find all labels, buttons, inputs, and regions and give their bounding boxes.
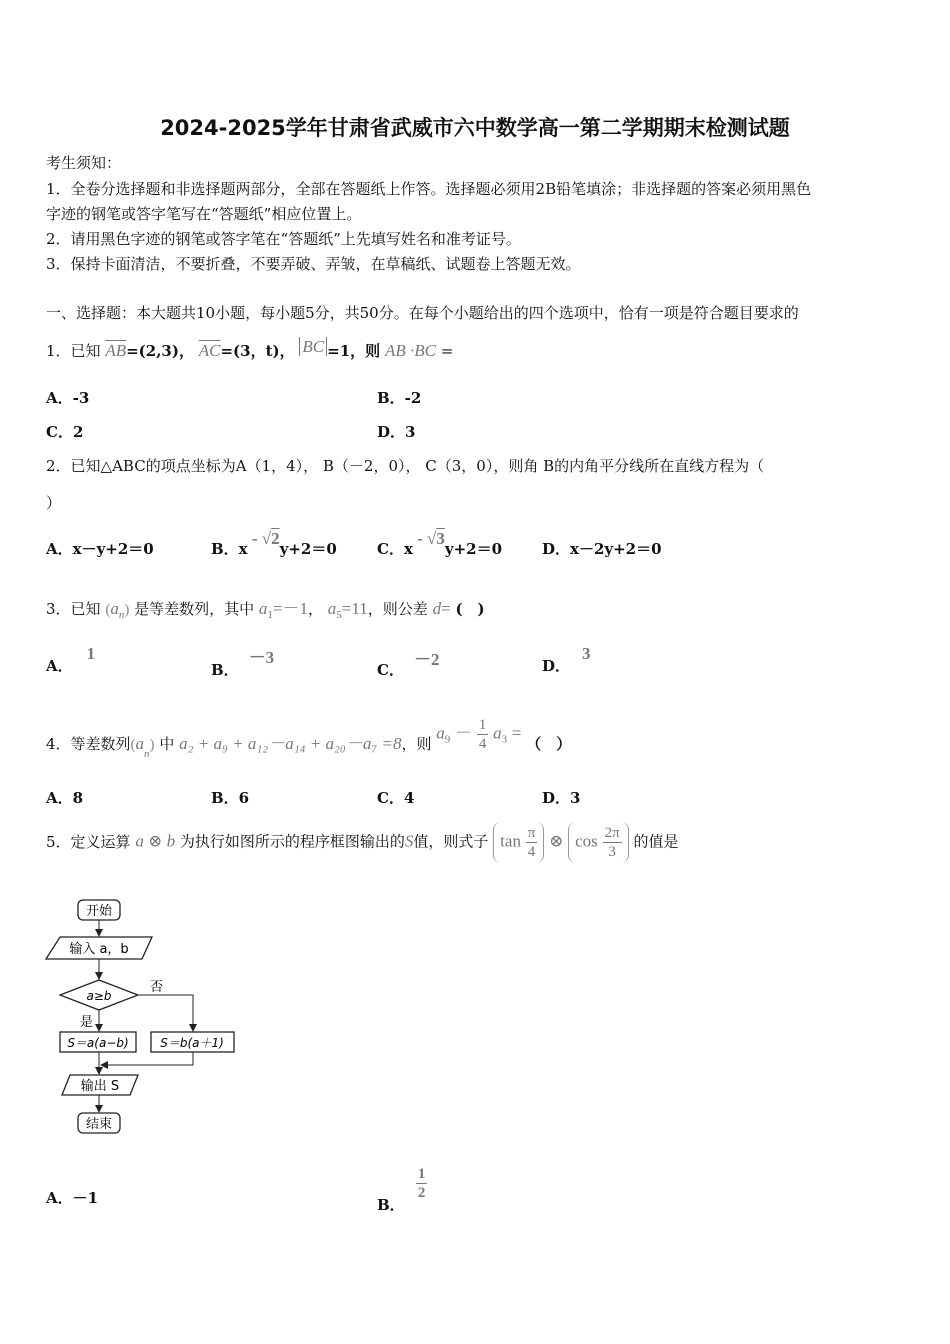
section-heading: 一、选择题：本大题共10小题，每小题5分，共50分。在每个小题给出的四个选项中，恰有一项是符合题目要求的: [46, 304, 799, 322]
q1-option-d[interactable]: D．3: [377, 423, 416, 441]
notice-line-1a: 1．全卷分选择题和非选择题两部分，全部在答题纸上作答。选择题必须用2B铅笔填涂；非选择题的答案必须用黑色: [46, 180, 812, 198]
notice-heading: 考生须知：: [46, 154, 122, 172]
q3-a5-sub: 5: [336, 609, 342, 621]
flowchart: [40, 895, 250, 1140]
q3-a5: a: [327, 599, 337, 618]
q3-a1-sub: 1: [267, 609, 273, 621]
vector-bc-norm: BC: [299, 337, 327, 356]
flow-decision-label: a≥b: [86, 989, 112, 1003]
q5-three: 3: [608, 844, 616, 860]
q1-ac-value: =(3，t)，: [220, 342, 295, 360]
notice-line-1b: 字迹的钢笔或答字笔写在“答题纸”相应位置上。: [46, 205, 362, 223]
q5-cos: cos: [575, 831, 598, 851]
q5-number: 5．定义运算: [46, 832, 131, 851]
q4-an-sub: n: [144, 747, 150, 760]
q2-c-radicand: 3: [436, 529, 445, 548]
q4-ze: ，则: [401, 734, 432, 753]
q5-tail2: 的值是: [633, 832, 679, 851]
q2-b-suffix: y+2＝0: [279, 540, 337, 558]
q3-a5-value: =11: [341, 599, 368, 618]
q5-option-a[interactable]: A．－1: [46, 1189, 99, 1207]
q4-zhong: 中: [159, 734, 175, 753]
q5-tan: tan: [500, 831, 521, 851]
q4-a9-sub: 9: [444, 733, 451, 746]
q3-d-value: 3: [582, 644, 591, 663]
q2-option-c[interactable]: C．x - √3y+2＝0: [377, 529, 503, 558]
q5-option-b[interactable]: [377, 1165, 427, 1214]
q4-number: 4．等差数列: [46, 734, 131, 753]
question-4: 4．等差数列$(a_n)$ 中 a₂ + a₉ + a₁₂－a₁₄ + a₂₀－a₇ =8，则 $a_9$ － $\frac{1}{4}$ $a_3$ = （ ）: [46, 717, 572, 760]
q3-number: 3．已知: [46, 600, 101, 618]
q4-a3: a: [493, 723, 502, 743]
q5-b-den: 2: [417, 1185, 426, 1201]
q1-number: 1．已知: [46, 342, 101, 360]
q4-paren: （ ）: [526, 734, 572, 753]
flow-end-label: 结束: [85, 1117, 113, 1132]
q4-option-b[interactable]: B．6: [211, 789, 250, 807]
q3-a1: a: [258, 599, 268, 618]
page-title: 2024-2025学年甘肃省武威市六中数学高一第二学期期末检测试题: [160, 116, 790, 140]
q5-b-label: B．: [377, 1195, 405, 1214]
q3-option-b[interactable]: [211, 648, 275, 680]
q3-option-d[interactable]: [542, 644, 591, 676]
q3-option-c[interactable]: [377, 650, 440, 680]
question-2: 2．已知△ABC的项点坐标为A（1，4）， B（－2，0）， C（3，0），则角 B的内角平分线所在直线方程为（: [46, 457, 765, 475]
q3-tail: ，则公差: [367, 600, 428, 618]
q4-a9: a: [436, 723, 445, 743]
q5-otimes: ⊗: [549, 831, 564, 851]
notice-line-3: 3．保持卡面清洁，不要折叠，不要弄破、弄皱，在草稿纸、试题卷上答题无效。: [46, 255, 581, 273]
vector-ac: $\overline{AC}$: [198, 341, 221, 360]
q2-option-b[interactable]: B．x - √2y+2＝0: [211, 529, 337, 558]
q2-option-a[interactable]: A．x－y+2＝0: [46, 540, 154, 558]
q2-option-d[interactable]: D．x－2y+2＝0: [542, 540, 662, 558]
question-3: 3．已知 $(a_n)$ 是等差数列，其中 $a_1=-1$， $a_5=11$，则公差 d= ( ): [46, 599, 485, 621]
q2-close-paren: ）: [46, 494, 62, 512]
q3-an: a: [110, 599, 119, 618]
q4-frac-num: 1: [478, 717, 487, 733]
q1-ab-value: =(2,3)，: [126, 342, 194, 360]
q5-twopi: 2π: [604, 825, 620, 841]
flow-yes-label: 是: [80, 1015, 94, 1030]
q1-option-c[interactable]: C．2: [46, 423, 84, 441]
q1-option-b[interactable]: B．-2: [377, 389, 422, 407]
q3-d-eq: =: [441, 599, 451, 618]
q4-option-c[interactable]: C．4: [377, 789, 415, 807]
q3-an-sub: n: [118, 609, 125, 621]
q1-bc-value: =1，则: [327, 342, 381, 360]
q3-option-a[interactable]: [46, 644, 96, 676]
flow-left-label: S＝a(a−b): [67, 1036, 129, 1050]
q4-option-d[interactable]: D．3: [542, 789, 581, 807]
q4-option-a[interactable]: A．8: [46, 789, 84, 807]
q2-c-suffix: y+2＝0: [444, 540, 503, 558]
q3-c-value: －2: [413, 650, 440, 669]
q3-a1-value: =－1: [272, 599, 308, 618]
q2-b-prefix: B．x: [211, 540, 248, 558]
question-5: [46, 822, 678, 863]
vector-ab: $\overline{AB}$: [105, 341, 127, 360]
q3-b-value: －3: [248, 648, 275, 667]
q3-comma: ，: [308, 600, 324, 618]
flow-start-label: 开始: [85, 904, 113, 919]
q2-b-radicand: 2: [271, 529, 280, 548]
q5-pi: π: [527, 825, 536, 841]
q4-an: a: [135, 733, 145, 753]
q4-eq: =: [511, 723, 522, 743]
q3-paren: ( ): [455, 600, 485, 618]
q4-minus: －: [455, 723, 473, 743]
q3-mid: 是等差数列，其中: [134, 600, 255, 618]
q5-tail1: 值，则式子: [413, 832, 489, 851]
q4-frac-den: 4: [478, 736, 487, 752]
q5-s: S: [404, 831, 414, 851]
q1-equals: =: [440, 342, 454, 360]
q4-fraction: [477, 716, 489, 753]
q3-c-label: C．: [377, 661, 404, 679]
q2-c-prefix: C．x: [377, 540, 413, 558]
q5-b-num: 1: [417, 1166, 426, 1182]
q5-mid: 为执行如图所示的程序框图输出的: [179, 832, 405, 851]
flow-input-label: 输入 a，b: [69, 942, 129, 957]
question-1: [46, 337, 454, 361]
q1-option-a[interactable]: A．-3: [46, 389, 90, 407]
q4-expression: a₂ + a₉ + a₁₂－a₁₄ + a₂₀－a₇ =8: [179, 733, 402, 753]
q1-dot-product: AB ·BC: [384, 341, 436, 360]
q3-b-label: B．: [211, 661, 239, 679]
q3-a-value: 1: [86, 644, 96, 663]
q5-four: 4: [527, 844, 536, 860]
q3-a-label: A．: [46, 657, 73, 675]
flow-output-label: 输出 S: [80, 1079, 120, 1094]
q4-a3-sub: 3: [501, 733, 508, 746]
flow-no-label: 否: [150, 980, 164, 995]
flow-right-label: S＝b(a＋1): [160, 1036, 224, 1050]
q3-d: d: [432, 599, 442, 618]
notice-line-2: 2．请用黑色字迹的钢笔或答字笔在“答题纸”上先填写姓名和准考证号。: [46, 230, 521, 248]
q3-d-label: D．: [542, 657, 571, 675]
q5-operation: a ⊗ b: [135, 831, 176, 851]
